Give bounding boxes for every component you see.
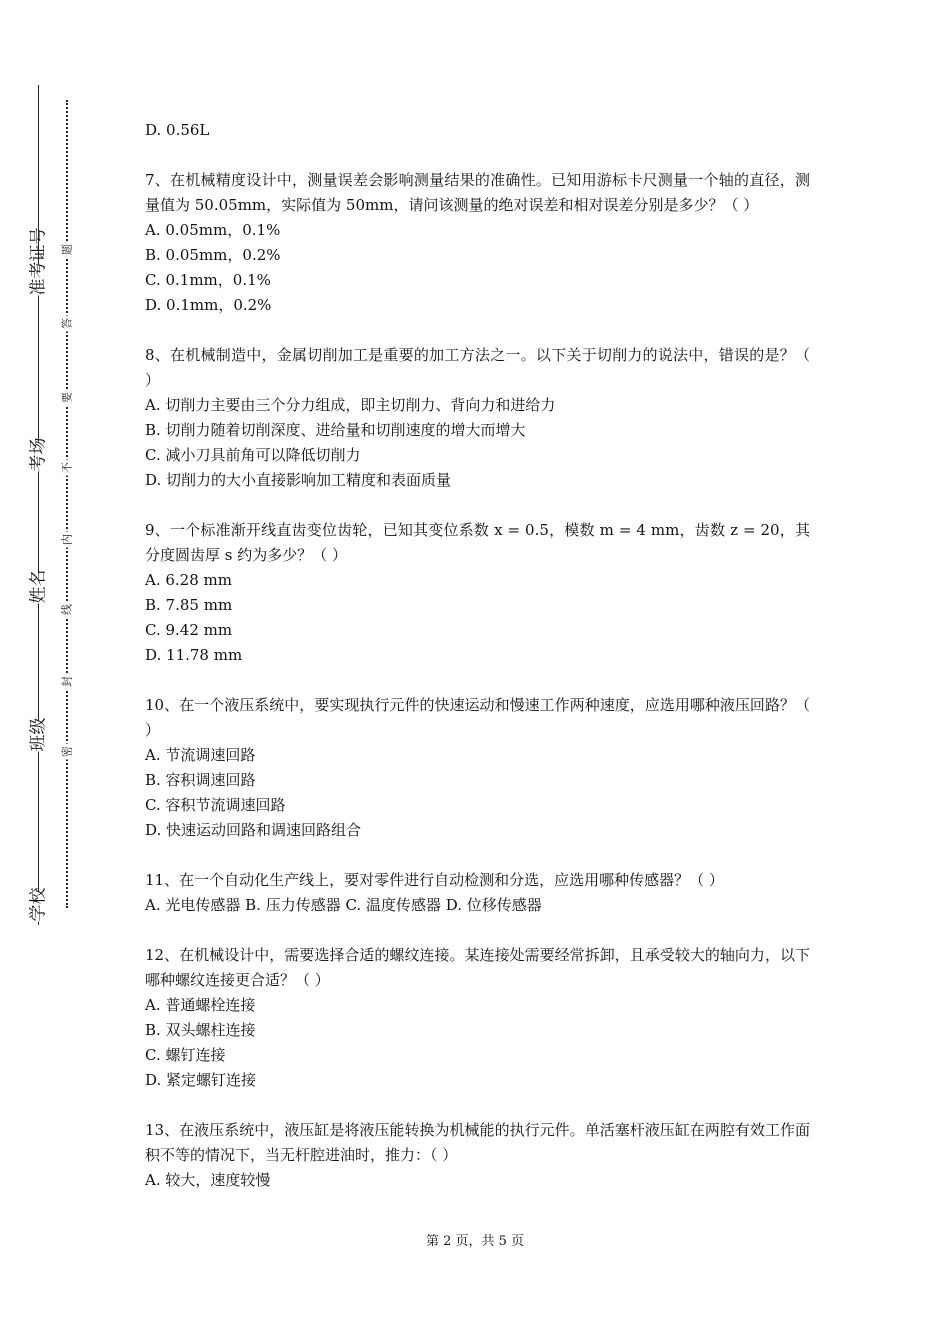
seal-word: 内 [62,532,73,548]
seal-dotted-line [66,100,68,908]
question-10 [145,693,810,843]
option: D. 紧定螺钉连接 [145,1071,257,1089]
option: C. 减小刀具前角可以降低切削力 [145,446,361,464]
option: C. 螺钉连接 [145,1046,226,1064]
option: D. 快速运动回路和调速回路组合 [145,821,362,839]
question-stem: 9、一个标准渐开线直齿变位齿轮，已知其变位系数 x = 0.5，模数 m = 4 mm，齿数 z = 20，其分度圆齿厚 s 约为多少？（ ） [145,521,810,564]
question-stem: 11、在一个自动化生产线上，要对零件进行自动检测和分选，应选用哪种传感器？（ ） [145,871,724,889]
school-label: 学校 [28,887,49,922]
seal-word: 密 [62,744,73,760]
seal-word: 题 [62,242,73,258]
question-9 [145,518,810,668]
option: D. 0.56L [145,121,210,139]
binding-line [38,85,39,925]
question-stem: 7、在机械精度设计中，测量误差会影响测量结果的准确性。已知用游标卡尺测量一个轴的直径，测量值为 50.05mm，实际值为 50mm，请问该测量的绝对误差和相对误差分别是多少？（ ） [145,171,810,214]
exam-number-label: 准考证号 [28,227,49,296]
seal-word: 线 [62,602,73,618]
option: D. 切削力的大小直接影响加工精度和表面质量 [145,471,452,489]
option: B. 0.05mm，0.2% [145,246,281,264]
option: A. 普通螺栓连接 [145,996,256,1014]
question-stem: 12、在机械设计中，需要选择合适的螺纹连接。某连接处需要经常拆卸，且承受较大的轴向力，以下哪种螺纹连接更合适？（ ） [145,946,810,989]
option: D. 0.1mm，0.2% [145,296,272,314]
exam-room-label: 考场 [28,437,49,472]
option: B. 切削力随着切削深度、进给量和切削速度的增大而增大 [145,421,526,439]
question-list [145,118,810,1218]
question-8 [145,343,810,493]
option: B. 双头螺柱连接 [145,1021,256,1039]
page-number-footer: 第 2 页，共 5 页 [425,1234,525,1249]
question-12 [145,943,810,1093]
option: C. 0.1mm，0.1% [145,271,271,289]
option: A. 0.05mm，0.1% [145,221,281,239]
option: A. 较大，速度较慢 [145,1171,271,1189]
question-11 [145,868,810,918]
option: B. 容积调速回路 [145,771,256,789]
question-stem: 10、在一个液压系统中，要实现执行元件的快速运动和慢速工作两种速度，应选用哪种液压回路？（ ） [145,696,810,739]
question-stem: 8、在机械制造中，金属切削加工是重要的加工方法之一。以下关于切削力的说法中，错误的是？（ ） [145,346,810,389]
option: D. 11.78 mm [145,646,243,664]
seal-word: 要 [62,390,73,406]
option: A. 切削力主要由三个分力组成，即主切削力、背向力和进给力 [145,396,556,414]
question-7 [145,168,810,318]
question-13 [145,1118,810,1193]
seal-word: 不 [62,460,73,476]
option: C. 9.42 mm [145,621,233,639]
option: A. 6.28 mm [145,571,232,589]
option: A. 节流调速回路 [145,746,256,764]
question-stem: 13、在液压系统中，液压缸是将液压能转换为机械能的执行元件。单活塞杆液压缸在两腔有效工作面积不等的情况下，当无杆腔进油时，推力：（ ） [145,1121,810,1164]
option: A. 光电传感器 B. 压力传感器 C. 温度传感器 D. 位移传感器 [145,896,542,914]
question-6-tail [145,118,810,143]
seal-word: 封 [62,674,73,690]
class-label: 班级 [28,717,49,752]
option: C. 容积节流调速回路 [145,796,286,814]
seal-word: 答 [62,316,73,332]
student-name-label: 姓名 [28,569,49,604]
option: B. 7.85 mm [145,596,233,614]
